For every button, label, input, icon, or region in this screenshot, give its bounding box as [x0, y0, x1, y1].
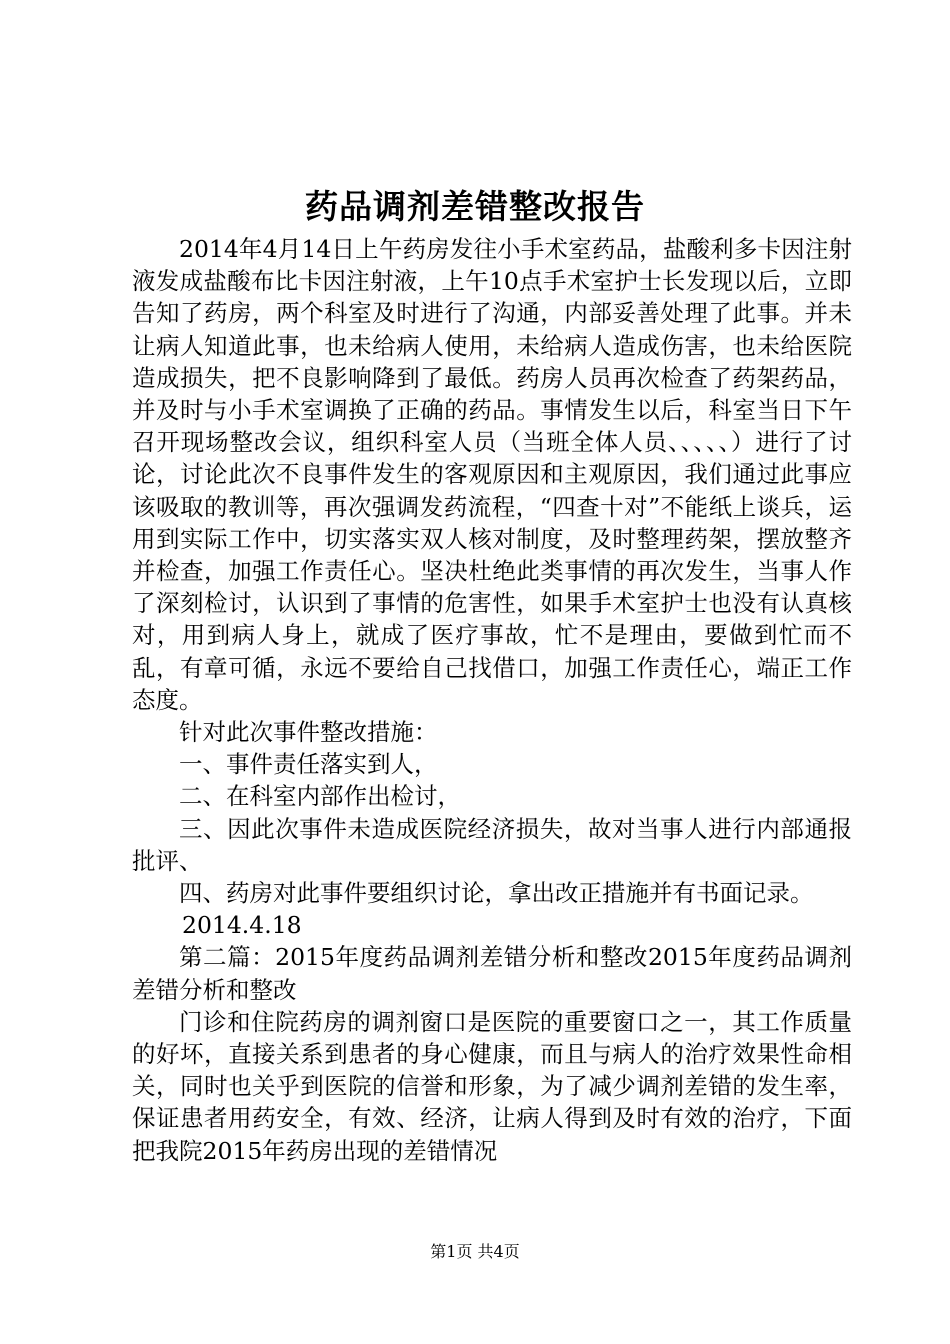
paragraph-measure-1: 一、事件责任落实到人， [179, 750, 438, 779]
paragraph-second-title: 第二篇：2015年度药品调剂差错分析和整改2015年度药品调剂差错分析和整改 [132, 943, 852, 1004]
paragraph-measure-2: 二、在科室内部作出检讨， [179, 782, 461, 811]
paragraph-measure-3: 三、因此次事件未造成医院经济损失，故对当事人进行内部通报批评、 [132, 814, 852, 875]
paragraph-second-intro: 门诊和住院药房的调剂窗口是医院的重要窗口之一，其工作质量的好坏，直接关系到患者的身心健康，而且与病人的治疗效果性命相关，同时也关乎到医院的信誉和形象，为了减少调剂差错的发生率，保证患者用药安全，有效、经济，让病人得到及时有效的治疗，下面把我院2015年药房出现的差错情况 [132, 1007, 852, 1165]
document-title: 药品调剂差错整改报告 [305, 187, 645, 226]
paragraph-date: 2014.4.18 [182, 911, 302, 940]
paragraph-measure-4: 四、药房对此事件要组织讨论，拿出改正措施并有书面记录。 [179, 879, 814, 908]
page-footer: 第1页 共4页 [430, 1242, 520, 1261]
document-body [132, 233, 852, 1167]
paragraph-measures-heading: 针对此次事件整改措施： [179, 718, 438, 747]
paragraph-incident-description: 2014年4月14日上午药房发往小手术室药品，盐酸利多卡因注射液发成盐酸布比卡因注射液，上午10点手术室护士长发现以后，立即告知了药房，两个科室及时进行了沟通，内部妥善处理了此事。并未让病人知道此事，也未给病人使用，未给病人造成伤害，也未给医院造成损失，把不良影响降到了最低。药房人员再次检查了药架药品，并及时与小手术室调换了正确的药品。事情发生以后，科室当日下午召开现场整改会议，组织科室人员（当班全体人员、、、、、）进行了讨论，讨论此次不良事件发生的客观原因和主观原因，我们通过此事应该吸取的教训等，再次强调发药流程，“四查十对”不能纸上谈兵，运用到实际工作中，切实落实双人核对制度，及时整理药架，摆放整齐并检查，加强工作责任心。坚决杜绝此类事情的再次发生，当事人作了深刻检讨，认识到了事情的危害性，如果手术室护士也没有认真核对，用到病人身上，就成了医疗事故，忙不是理由，要做到忙而不乱，有章可循，永远不要给自己找借口，加强工作责任心，端正工作态度。 [132, 235, 852, 714]
